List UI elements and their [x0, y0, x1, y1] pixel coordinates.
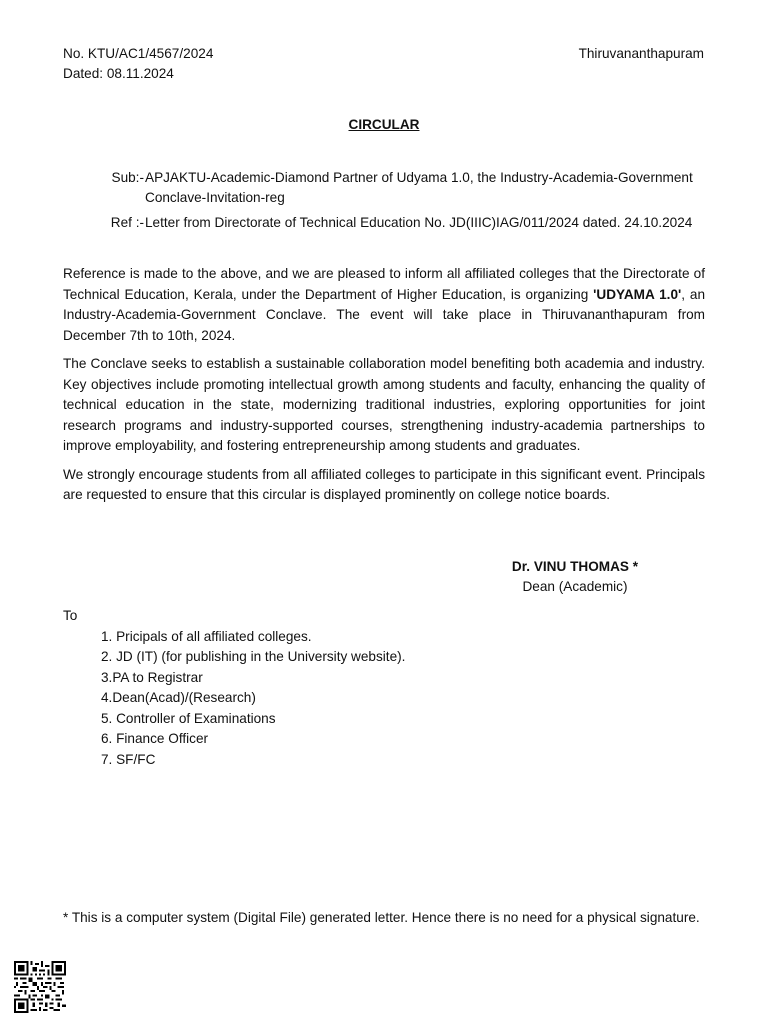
subject-text: APJAKTU-Academic-Diamond Partner of Udyama 1.0, the Industry-Academia-Government Conclave-Invitation-reg: [145, 170, 693, 205]
circular-body: [63, 264, 705, 514]
letter-header-left: [63, 44, 213, 84]
recipients-block: [63, 606, 405, 770]
paragraph-2: The Conclave seeks to establish a sustainable collaboration model benefiting both academia and industry. Key objectives include promoting intellectual growth among students and faculty, enhancing the quality of technical education in the state, modernizing traditional industries, exploring opportunities for joint research programs and industry-supported courses, strengthening industry-academia partnerships to improve employability, and fostering entrepreneurship among students and graduates.: [63, 356, 705, 453]
signatory-name: Dr. VINU THOMAS *: [511, 559, 639, 574]
recipients-label: To: [63, 608, 78, 623]
paragraph-3: We strongly encourage students from all affiliated colleges to participate in this significant event. Principals are requested to ensure that this circular is displayed prominently on college notice boards.: [63, 466, 705, 502]
list-item: 4.Dean(Acad)/(Research): [101, 690, 256, 705]
list-item: 7. SF/FC: [101, 751, 156, 767]
letter-place: Thiruvananthapuram: [578, 46, 704, 61]
subject-row: [102, 168, 702, 208]
signatory-designation: Dean (Academic): [522, 579, 628, 594]
event-name: 'UDYAMA 1.0': [593, 286, 682, 302]
list-item: 3.PA to Registrar: [101, 669, 203, 685]
subject-reference-block: [102, 168, 702, 238]
page-title: CIRCULAR: [348, 117, 420, 132]
list-item: 6. Finance Officer: [101, 731, 209, 746]
list-item: 5. Controller of Examinations: [101, 710, 276, 726]
list-item: 1. Pricipals of all affiliated colleges.: [101, 628, 312, 644]
paragraph-1: [63, 264, 705, 346]
paragraph-1-intro: Reference is made to the above, and we are pleased to inform all affiliated colleges that the Directorate of Technical Education, Kerala, under the Department of Higher Education, is organizing: [63, 266, 705, 302]
paragraph-1-rest: , an Industry-Academia-Government Conclave. The event will take place in Thiruvananthapuram from December 7th to 10th, 2024.: [63, 286, 706, 343]
footnote: * This is a computer system (Digital File) generated letter. Hence there is no need for a physical signature.: [63, 910, 700, 925]
subject-label: Sub:-: [111, 170, 144, 185]
qr-code-icon: [14, 961, 66, 1013]
reference-label: Ref :-: [110, 215, 144, 230]
signature-block: [480, 557, 670, 597]
recipients-list: [63, 627, 405, 771]
letter-number: No. KTU/AC1/4567/2024: [63, 46, 214, 61]
reference-row: [102, 213, 702, 233]
list-item: 2. JD (IT) (for publishing in the University website).: [101, 649, 406, 664]
letter-date: Dated: 08.11.2024: [63, 66, 174, 81]
reference-text: Letter from Directorate of Technical Education No. JD(IIIC)IAG/011/2024 dated. 24.10.2024: [145, 215, 693, 230]
